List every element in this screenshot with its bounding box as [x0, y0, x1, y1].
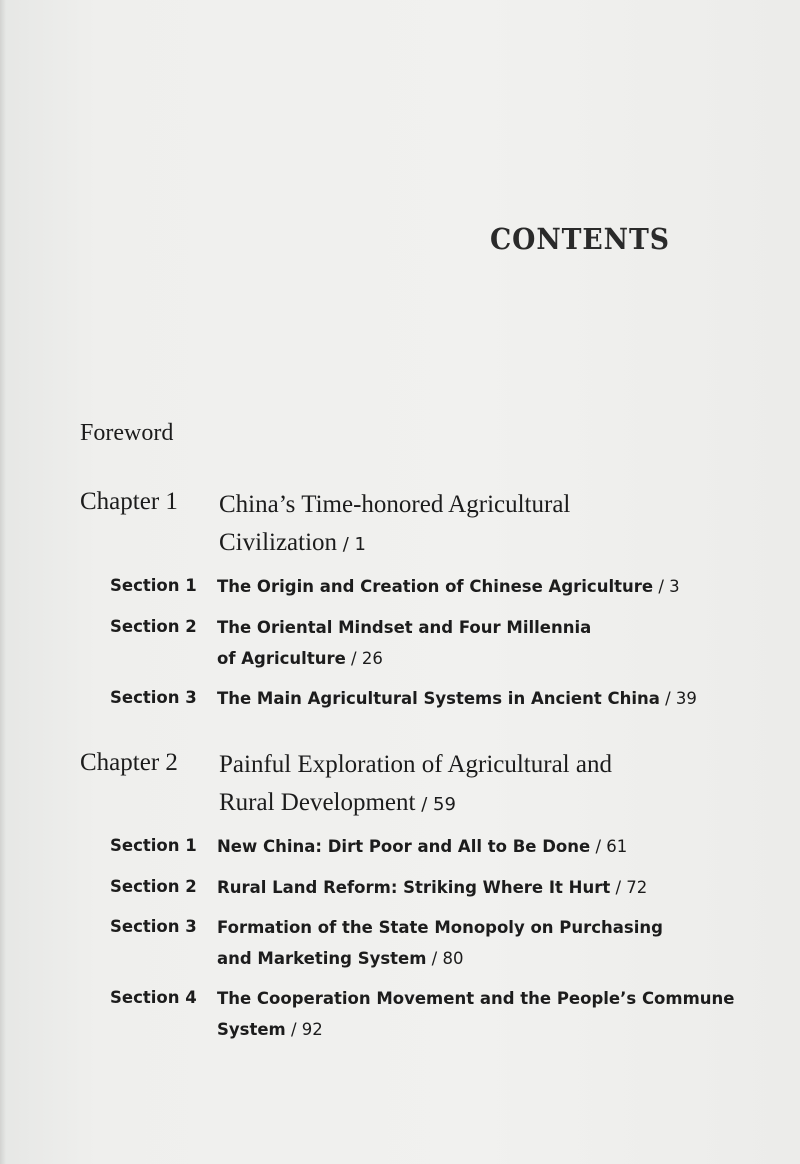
ch2-section-1-text: New China: Dirt Poor and All to Be Done: [217, 837, 591, 856]
ch2-section-2-label: Section 2: [110, 877, 197, 896]
ch2-section-1-page: / 61: [590, 837, 628, 856]
chapter-2-title-line2: [219, 784, 719, 824]
ch2-section-2-page: / 72: [610, 878, 648, 897]
ch1-section-3-page: / 39: [659, 689, 697, 708]
chapter-1-title-line1: China’s Time-honored Agricultural: [219, 491, 571, 518]
ch1-section-3-text: The Main Agricultural Systems in Ancient China: [217, 689, 660, 708]
ch2-section-4-label: Section 4: [110, 988, 197, 1007]
ch1-section-2-page: / 26: [345, 649, 383, 668]
chapter-2-title: [219, 746, 719, 824]
chapter-1-title: [219, 486, 719, 564]
contents-heading: CONTENTS: [490, 222, 670, 256]
ch2-section-3-title: [217, 912, 737, 974]
chapter-1-title-text: Civilization: [219, 529, 338, 556]
ch1-section-3-title: [217, 683, 737, 714]
ch1-section-2-line2: of Agriculture: [217, 649, 346, 668]
ch2-section-3-line2: and Marketing System: [217, 949, 427, 968]
chapter-2-page: / 59: [415, 794, 456, 815]
ch2-section-4-line1: The Cooperation Movement and the People’s Commune: [217, 989, 735, 1008]
chapter-2-title-text: Rural Development: [219, 789, 416, 816]
ch2-section-3-page: / 80: [426, 949, 464, 968]
chapter-1-title-line2: [219, 524, 719, 564]
ch1-section-2-line1: The Oriental Mindset and Four Millennia: [217, 618, 592, 637]
chapter-1-label: Chapter 1: [80, 488, 178, 515]
ch1-section-1-text: The Origin and Creation of Chinese Agriculture: [217, 577, 654, 596]
ch2-section-2-title: [217, 872, 737, 903]
chapter-1-page: / 1: [337, 534, 367, 555]
ch2-section-4-line2: System: [217, 1020, 286, 1039]
ch1-section-1-title: [217, 571, 737, 602]
ch2-section-3-line1: Formation of the State Monopoly on Purchasing: [217, 918, 663, 937]
foreword-entry: Foreword: [80, 420, 174, 446]
ch2-section-2-text: Rural Land Reform: Striking Where It Hurt: [217, 878, 611, 897]
ch2-section-3-label: Section 3: [110, 917, 197, 936]
ch1-section-1-label: Section 1: [110, 576, 197, 595]
ch1-section-2-title: [217, 612, 737, 674]
chapter-2-title-line1: Painful Exploration of Agricultural and: [219, 751, 612, 778]
ch1-section-3-label: Section 3: [110, 688, 197, 707]
ch2-section-1-label: Section 1: [110, 836, 197, 855]
ch2-section-4-title: [217, 983, 737, 1045]
page-edge-shadow: [0, 0, 6, 1164]
ch1-section-2-label: Section 2: [110, 617, 197, 636]
ch2-section-1-title: [217, 831, 737, 862]
chapter-2-label: Chapter 2: [80, 749, 178, 776]
ch2-section-4-page: / 92: [285, 1020, 323, 1039]
ch1-section-1-page: / 3: [653, 577, 680, 596]
